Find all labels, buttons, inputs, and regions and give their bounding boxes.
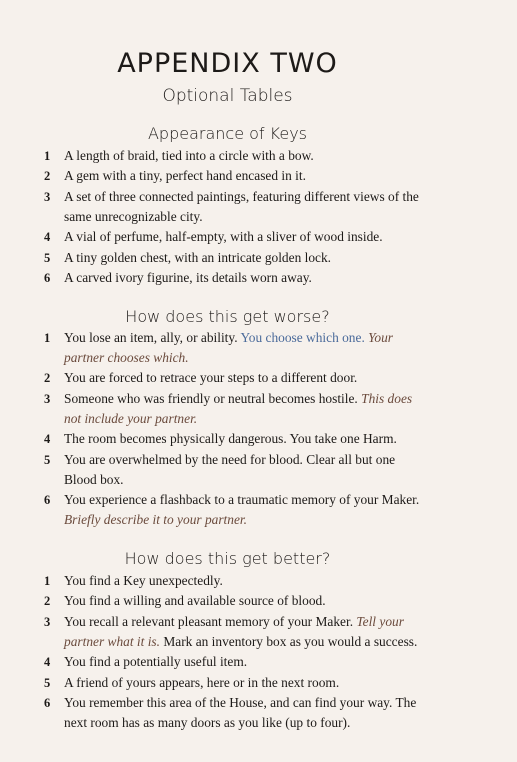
item-blue-text: You choose which one. bbox=[240, 330, 365, 345]
item-text: A tiny golden chest, with an intricate golden lock. bbox=[64, 249, 332, 265]
item-number: 2 bbox=[44, 371, 51, 386]
list-item bbox=[0, 227, 426, 247]
worse-list bbox=[0, 328, 426, 530]
list-item bbox=[0, 368, 426, 388]
item-number: 5 bbox=[44, 675, 51, 690]
item-text: You are overwhelmed by the need for blood. Clear all but one Blood box. bbox=[64, 451, 396, 487]
item-text: A friend of yours appears, here or in the next room. bbox=[64, 674, 340, 690]
item-number: 1 bbox=[44, 331, 51, 345]
list-item bbox=[0, 268, 426, 288]
page-subtitle: Optional Tables bbox=[162, 86, 293, 106]
page-title: APPENDIX TWO bbox=[117, 48, 338, 79]
item-number: 4 bbox=[44, 432, 51, 447]
item-number: 3 bbox=[44, 614, 51, 629]
item-text: You find a potentially useful item. bbox=[64, 654, 248, 670]
item-text: A length of braid, tied into a circle with a bow. bbox=[64, 148, 314, 163]
item-text: A set of three connected paintings, featuring different views of the same unrecognizable city. bbox=[64, 188, 419, 224]
section-title-keys: Appearance of Keys bbox=[147, 124, 307, 143]
item-text: You lose an item, ally, or ability. bbox=[64, 330, 238, 345]
item-text: You find a willing and available source of blood. bbox=[64, 593, 326, 609]
item-number: 2 bbox=[44, 594, 51, 609]
item-text: You recall a relevant pleasant memory of your Maker. bbox=[64, 613, 354, 629]
item-text: You find a Key unexpectedly. bbox=[64, 573, 223, 588]
item-text: Someone who was friendly or neutral becomes hostile. bbox=[64, 390, 358, 406]
section-title-better: How does this get better? bbox=[124, 549, 331, 568]
item-number: 3 bbox=[44, 189, 51, 204]
item-number: 4 bbox=[44, 655, 51, 670]
item-number: 5 bbox=[44, 452, 51, 467]
item-number: 2 bbox=[44, 169, 51, 184]
list-item bbox=[0, 571, 426, 591]
item-text: The room becomes physically dangerous. You take one Harm. bbox=[64, 431, 397, 447]
item-number: 6 bbox=[44, 695, 51, 710]
item-number: 6 bbox=[44, 270, 51, 285]
better-list bbox=[0, 571, 426, 733]
list-item bbox=[0, 248, 426, 268]
item-number: 1 bbox=[44, 574, 51, 588]
list-item bbox=[0, 693, 426, 733]
item-text: A vial of perfume, half-empty, with a sliver of wood inside. bbox=[64, 229, 383, 245]
list-item bbox=[0, 591, 426, 611]
list-item bbox=[0, 450, 426, 490]
item-text: You are forced to retrace your steps to a different door. bbox=[64, 370, 358, 386]
item-text: You experience a flashback to a traumatic memory of your Maker. bbox=[64, 491, 420, 507]
item-italic-text: Briefly describe it to your partner. bbox=[64, 511, 247, 527]
list-item bbox=[0, 389, 426, 429]
item-number: 4 bbox=[44, 230, 51, 245]
item-number: 3 bbox=[44, 391, 51, 406]
list-item bbox=[0, 612, 426, 652]
item-number: 5 bbox=[44, 250, 51, 265]
list-item bbox=[0, 146, 426, 166]
item-italic-text: Tell your partner what it is. bbox=[64, 613, 404, 649]
item-italic-text: This does not include your partner. bbox=[64, 390, 413, 426]
list-item bbox=[0, 429, 426, 449]
list-item bbox=[0, 673, 426, 693]
item-text: You remember this area of the House, and can find your way. The next room has as many doors as you like (up to four). bbox=[64, 694, 417, 730]
keys-list bbox=[0, 146, 426, 288]
list-item bbox=[0, 652, 426, 672]
list-item bbox=[0, 187, 426, 227]
list-item bbox=[0, 490, 426, 530]
item-number: 6 bbox=[44, 492, 51, 507]
item-number: 1 bbox=[44, 149, 51, 163]
item-text: A gem with a tiny, perfect hand encased in it. bbox=[64, 168, 306, 184]
list-item bbox=[0, 328, 426, 368]
item-italic-text: Your partner chooses which. bbox=[64, 330, 393, 365]
item-text-after: Mark an inventory box as you would a success. bbox=[163, 633, 418, 649]
item-text: A carved ivory figurine, its details worn away. bbox=[64, 269, 312, 285]
section-title-worse: How does this get worse? bbox=[125, 307, 330, 326]
list-item bbox=[0, 166, 426, 186]
